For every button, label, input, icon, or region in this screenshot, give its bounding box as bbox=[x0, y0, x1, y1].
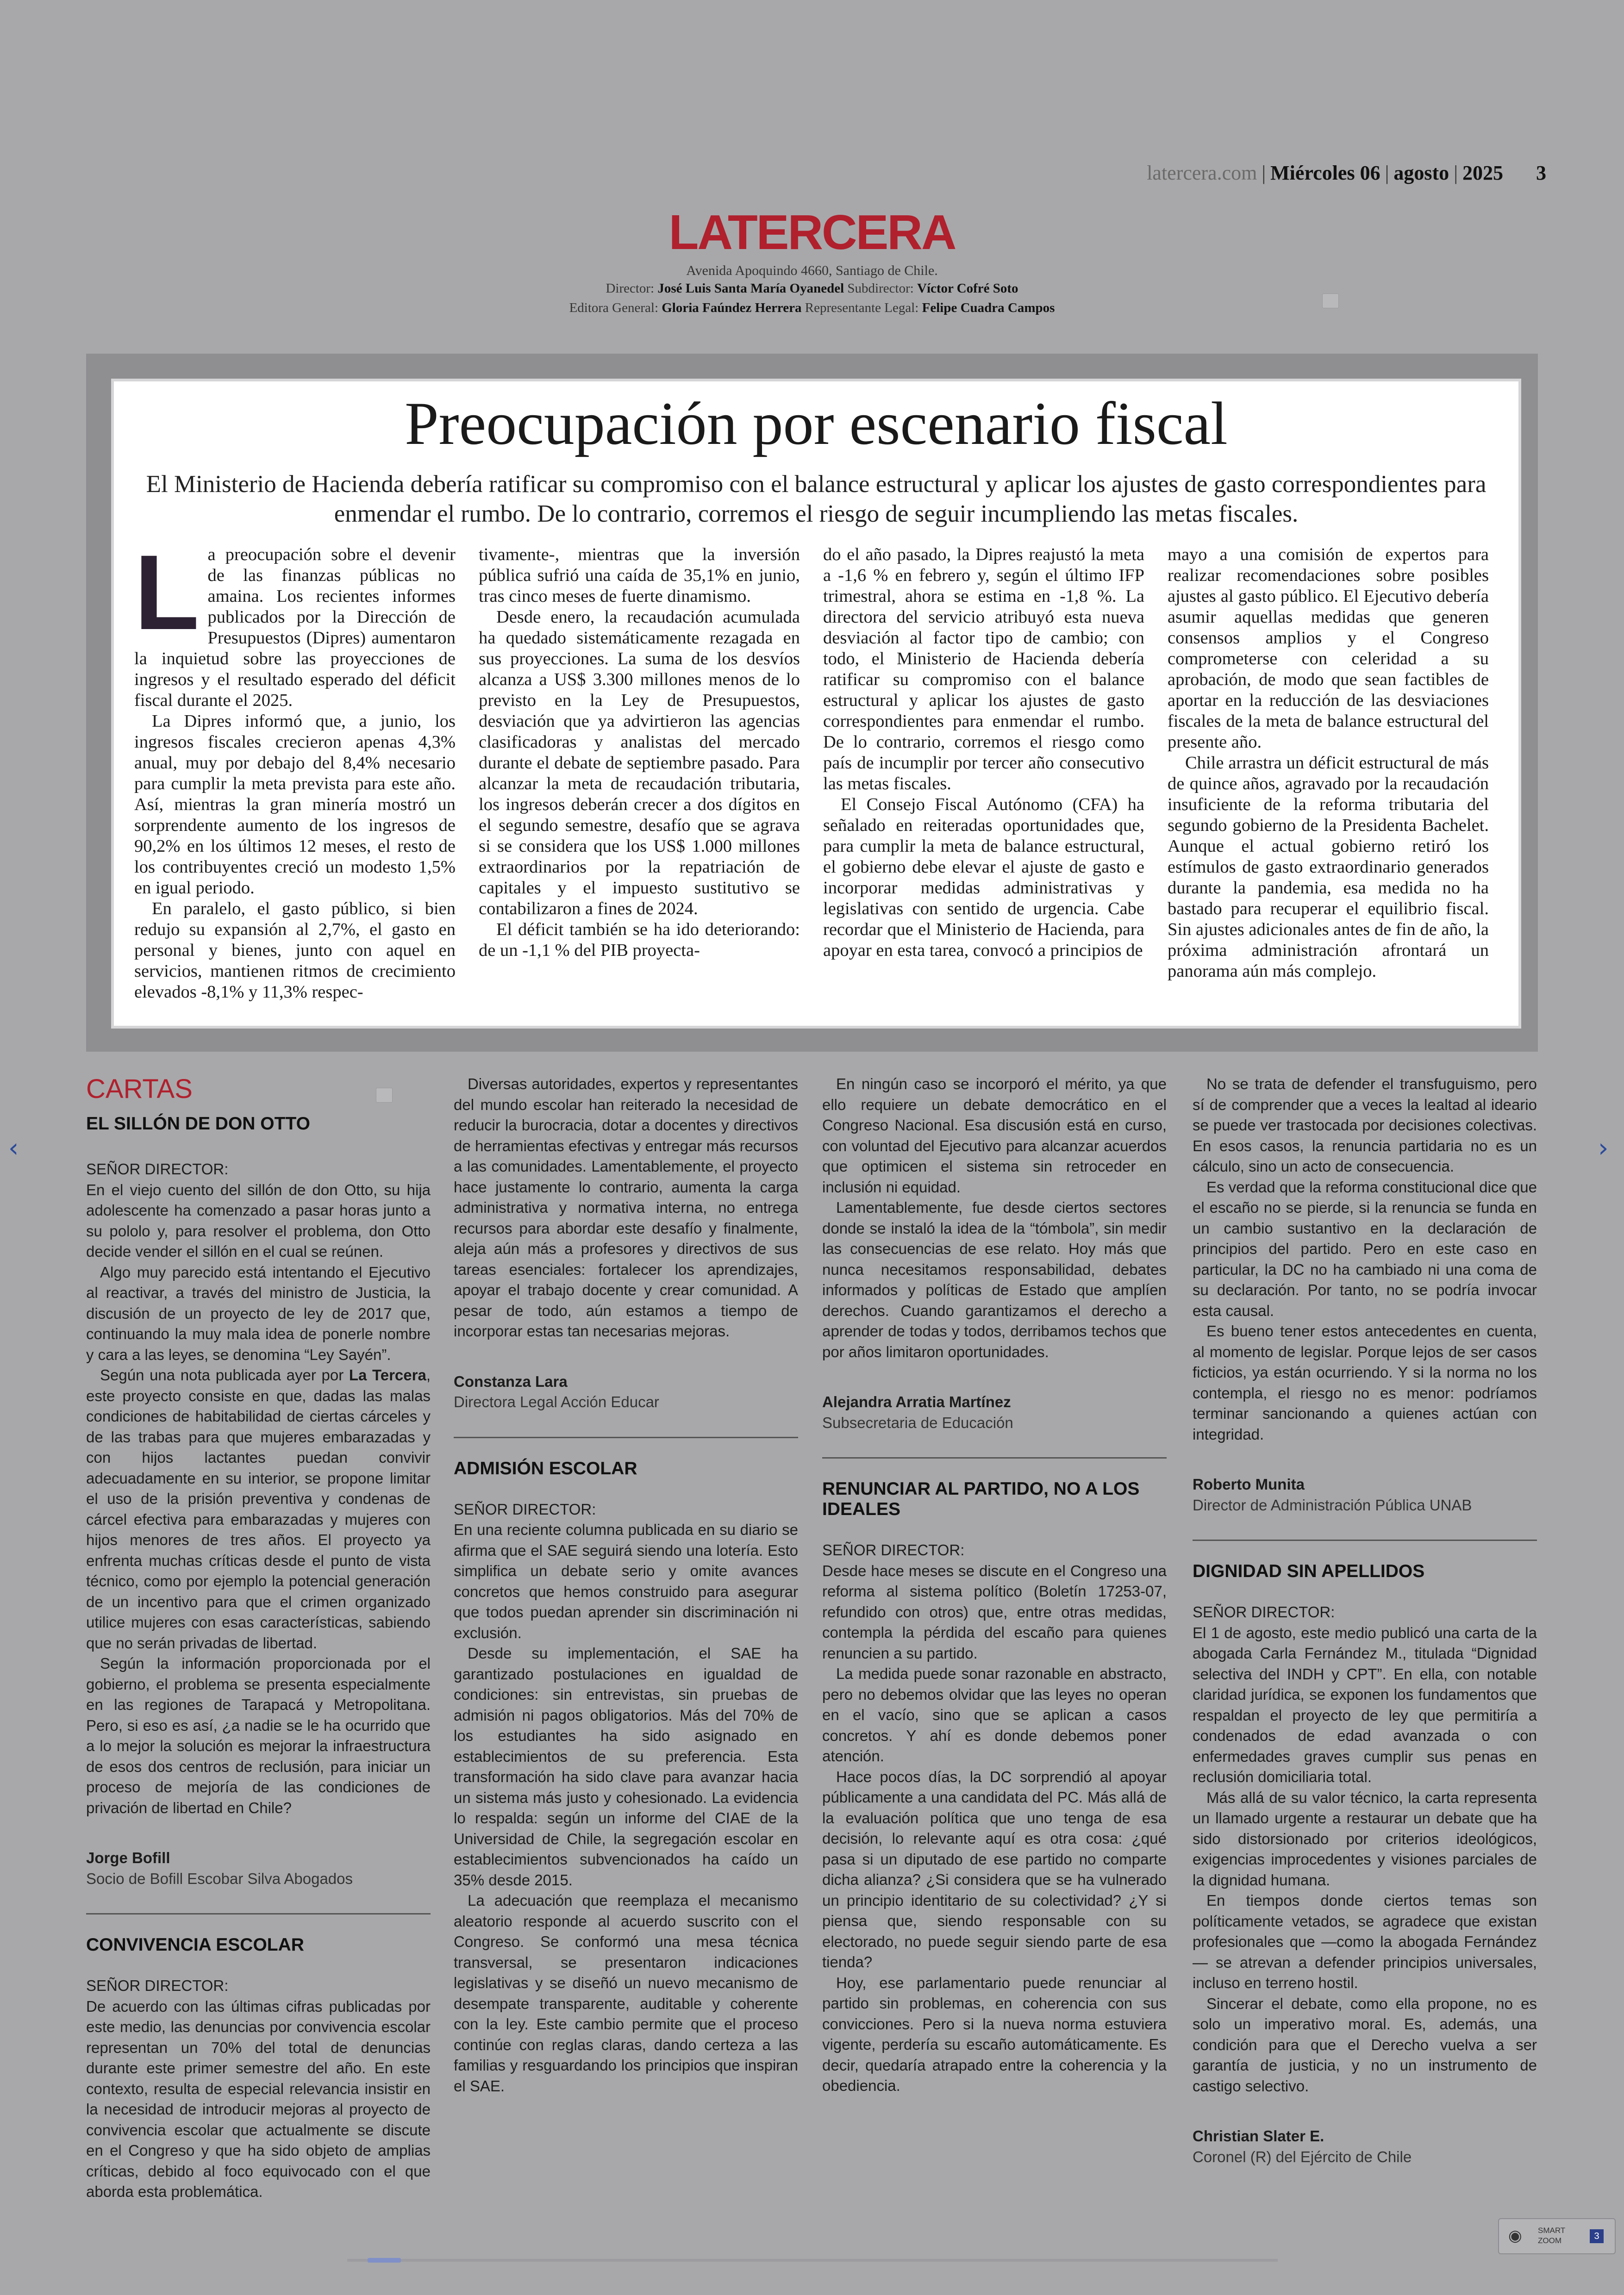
dropcap: L bbox=[134, 533, 200, 652]
letters-hotspot-icon[interactable] bbox=[376, 1088, 393, 1103]
letter-title: EL SILLÓN DE DON OTTO bbox=[86, 1114, 310, 1134]
letter-paragraph: Es bueno tener estos antecedentes en cuenta, al momento de legislar. Porque lejos de ser casos ficticios, ya están ocurriendo. Y si la norma no los contempla, el riesgo no es menor: podríamos terminar sancionando a quienes actúan con integridad. bbox=[1193, 1322, 1537, 1443]
editorial-paragraph: Desde enero, la recaudación acumulada ha quedado sistemáticamente rezagada en sus proyecciones. La suma de los desvíos alcanza a US$ 3.300 millones menos de lo previsto en la Ley de Presupuestos, desviación que ya advirtieron las agencias clasificadoras y analistas del mercado durante el debate de septiembre pasado. Para alcanzar la meta de recaudación tributaria, los ingresos deberán crecer a dos dígitos en el segundo semestre, desafío que se agrava si se considera que los US$ 1.000 millones extraordinarios por la repatriación de capitales y el impuesto sustitutivo se contabilizaron a fines de 2024. bbox=[479, 607, 800, 918]
letter-title: DIGNIDAD SIN APELLIDOS bbox=[1193, 1561, 1425, 1581]
dateline: latercera.com | Miércoles 06 | agosto | 2025 3 bbox=[1147, 162, 1546, 184]
letter-paragraph: Hoy, ese parlamentario puede renunciar al partido sin problemas, en coherencia con sus convicciones. Pero si la nueva norma estuviera vigente, perdería su escaño automáticamente. Es decir, quedaría atrapado entre la coherencia y la obediencia. bbox=[822, 1974, 1167, 2094]
smart-zoom-label bbox=[1538, 2226, 1565, 2246]
letter-paragraph: Más allá de su valor técnico, la carta representa un llamado urgente a restaurar un debate que ha sido distorsionado por criterios ideológicos, exigencias improcedentes y visiones parciales de la dignidad humana. bbox=[1193, 1789, 1537, 1889]
cartas-column-3 bbox=[822, 1074, 1167, 2139]
letter-role: Subsecretaria de Educación bbox=[822, 1414, 1013, 1431]
salutation: SEÑOR DIRECTOR: bbox=[454, 1500, 596, 1518]
letter-paragraph: Hace pocos días, la DC sorprendió al apoyar públicamente a una candidata del PC. Más allá de la evaluación política que uno tenga de esa decisión, lo relevante aquí es otra cosa: ¿qué pasa si un diputado de ese partido no comparte dicha alianza? ¿Si considera que se ha vulnerado un principio identitario de su colectividad? ¿Y si piensa que, siendo responsable con su electorado, no puede seguir siendo parte de esa tienda? bbox=[822, 1768, 1167, 1971]
cartas-column-1 bbox=[86, 1074, 431, 2200]
subdirector-name: Víctor Cofré Soto bbox=[917, 281, 1018, 296]
editorial-title: Preocupación por escenario fiscal bbox=[405, 389, 1228, 457]
salutation: SEÑOR DIRECTOR: bbox=[1193, 1603, 1335, 1621]
smart-zoom-button[interactable] bbox=[1498, 2218, 1616, 2254]
letter-paragraph: Desde su implementación, el SAE ha garantizado postulaciones en igualdad de condiciones: sin entrevistas, sin pruebas de admisión ni pagos obligatorios. Más del 70% de los estudiantes ha sido asignado en establecimientos de su preferencia. Esta transformación ha sido clave para avanzar hacia un sistema más justo y cohesionado. La evidencia lo respalda: según un informe del CIAE de la Universidad de Chile, la segregación escolar en establecimientos subvencionados ha caído un 35% desde 2015. bbox=[454, 1645, 798, 1889]
masthead-staff-line-2 bbox=[463, 298, 1161, 318]
masthead-staff-line-1 bbox=[463, 279, 1161, 298]
editorial-paragraph: a preocupación sobre el devenir de las finanzas públicas no amaina. Los recientes informes publicados por la Dirección de Presupuestos (Dipres) aumentaron la inquietud sobre las proyecciones de ingresos y el resultado esperado del déficit fiscal durante el 2025. bbox=[134, 545, 456, 710]
editorial-paragraph: mayo a una comisión de expertos para realizar recomendaciones sobre posibles ajustes al gasto público. El Ejecutivo debería asumir aquellas medidas que generen consensos amplios y el Congreso comprometerse con celeridad a su aprobación, de modo que sean factibles de aportar en la reducción de las desviaciones fiscales de la meta de balance estructural del presente año. bbox=[1168, 545, 1489, 752]
letter-paragraph: Según la información proporcionada por el gobierno, el problema se presenta especialmente en las regiones de Tarapacá y Metropolitana. Pero, si eso es así, ¿a nadie se le ha ocurrido que a lo mejor la solución es mejorar la infraestructura de esos dos centros de reclusión, para iniciar un proceso de mejoría de las condiciones de privación de libertad en Chile? bbox=[86, 1655, 431, 1816]
date-day: Miércoles 06 bbox=[1270, 162, 1380, 184]
letter-divider bbox=[822, 1457, 1167, 1459]
editorial-paragraph: tivamente-, mientras que la inversión pública sufrió una caída de 35,1% en junio, tras cinco meses de fuerte dinamismo. bbox=[479, 545, 800, 606]
letter-role: Directora Legal Acción Educar bbox=[454, 1393, 659, 1410]
editor-label: Editora General: bbox=[569, 300, 658, 315]
editorial-paragraph: Chile arrastra un déficit estructural de más de quince años, agravado por la recaudación insuficiente de la reforma tributaria del segundo gobierno de la Presidenta Bachelet. Aunque el actual gobierno retiró los estímulos de gasto extraordinario generados durante la pandemia, esa medida no ha bastado para recuperar el equilibrio fiscal. Sin ajustes adicionales antes de fin de año, la próxima administración afrontará un panorama aún más complejo. bbox=[1168, 753, 1489, 981]
letter-author: Roberto Munita bbox=[1193, 1476, 1305, 1493]
salutation: SEÑOR DIRECTOR: bbox=[86, 1160, 229, 1178]
subdirector-label: Subdirector: bbox=[847, 281, 914, 296]
masthead-address: Avenida Apoquindo 4660, Santiago de Chile. bbox=[686, 263, 938, 278]
letter-role: Director de Administración Pública UNAB bbox=[1193, 1496, 1472, 1514]
editorial-paragraph: En paralelo, el gasto público, si bien redujo su expansión al 2,7%, el gasto en personal y bienes, junto con aquel en servicios, mantienen ritmos de crecimiento elevados -8,1% y 11,3% respec- bbox=[134, 899, 456, 1002]
editorial-column-1 bbox=[134, 533, 456, 1017]
newspaper-logo: LATERCERA bbox=[668, 205, 956, 260]
salutation: SEÑOR DIRECTOR: bbox=[822, 1541, 965, 1559]
letter-author: Christian Slater E. bbox=[1193, 2127, 1324, 2145]
salutation: SEÑOR DIRECTOR: bbox=[86, 1977, 229, 1994]
page-progress-thumb[interactable] bbox=[368, 2258, 401, 2263]
smart-zoom-count-badge: 3 bbox=[1590, 2229, 1604, 2243]
chevron-left-icon[interactable]: ‹ bbox=[8, 1133, 19, 1163]
letter-paragraph: Desde hace meses se discute en el Congreso una reforma al sistema político (Boletín 17253-07, refundido con otros) que, entre otras medidas, contempla la pérdida del escaño para quienes renuncien a su partido. bbox=[822, 1562, 1167, 1662]
editor-name: Gloria Faúndez Herrera bbox=[662, 300, 802, 315]
letter-paragraph: Según una nota publicada ayer por La Tercera, este proyecto consiste en que, dadas las malas condiciones de habitabilidad de ciertas cárceles y de las trabas para que mujeres embarazadas y con hijos lactantes puedan convivir adecuadamente en su interior, se propone limitar el uso de la prisión preventiva y condenas de cárcel efectiva para embarazadas y mujeres con hijos menores de tres años. El proyecto ya enfrenta muchas críticas desde el punto de vista técnico, como por ejemplo la potencial generación de un incentivo para que el crimen organizado utilice mujeres con esas características, sabiendo que no serán privadas de libertad. bbox=[86, 1366, 431, 1652]
director-name: José Luis Santa María Oyanedel bbox=[657, 281, 844, 296]
editorial-column-3 bbox=[823, 544, 1144, 1017]
editorial-paragraph: El déficit también se ha ido deteriorando: de un -1,1 % del PIB proyecta- bbox=[479, 920, 800, 960]
letter-paragraph: En ningún caso se incorporó el mérito, ya que ello requiere un debate democrático en el Congreso Nacional. Esa discusión está en curso, con voluntad del Ejecutivo para alcanzar acuerdos que optimicen el sistema sin retroceder en inclusión ni equidad. bbox=[822, 1075, 1167, 1196]
smart-zoom-label-2: ZOOM bbox=[1538, 2236, 1562, 2245]
letter-paragraph: En tiempos donde ciertos temas son políticamente vetados, se agradece que existan profesionales que —como la abogada Fernández— se atrevan a defender principios universales, incluso en terreno hostil. bbox=[1193, 1892, 1537, 1991]
editorial-paragraph: El Consejo Fiscal Autónomo (CFA) ha señalado en reiteradas oportunidades que, para cumplir la meta de balance estructural, el gobierno debe elevar el ajuste de gasto e incorporar medidas administrativas y legislativas con sentido de urgencia. Cabe recordar que el Ministerio de Hacienda, para apoyar en esta tarea, convocó a principios de bbox=[823, 795, 1144, 960]
letter-title: ADMISIÓN ESCOLAR bbox=[454, 1458, 637, 1478]
legal-label: Representante Legal: bbox=[805, 300, 919, 315]
cartas-column-4 bbox=[1193, 1074, 1537, 2165]
chevron-right-icon[interactable]: › bbox=[1598, 1133, 1609, 1163]
letter-title: RENUNCIAR AL PARTIDO, NO A LOS IDEALES bbox=[822, 1479, 1140, 1519]
letter-paragraph: Diversas autoridades, expertos y representantes del mundo escolar han reiterado la necesidad de reducir la burocracia, dotar a docentes y directivos de herramientas efectivas y entregar más recursos a las comunidades. Lamentablemente, el proyecto hace justamente lo contrario, aumenta la carga administrativa y normativa interna, no entrega recursos para abordar este desafío y finalmente, aleja aún más a profesores y directivos de sus tareas esenciales: fortalecer los aprendizajes, apoyar el trabajo docente y crear comunidad. A pesar de todo, aún estamos a tiempo de incorporar estas tan necesarias mejoras. bbox=[454, 1075, 798, 1340]
editorial-deck: El Ministerio de Hacienda debería ratificar su compromiso con el balance estructural y aplicar los ajustes de gasto correspondientes para enmendar el rumbo. De lo contrario, corremos el riesgo de seguir incumpliendo las metas fiscales. bbox=[146, 471, 1487, 527]
letter-divider bbox=[454, 1437, 798, 1438]
page-number: 3 bbox=[1536, 162, 1546, 184]
page-progress-track[interactable] bbox=[347, 2259, 1278, 2262]
letter-divider bbox=[1193, 1540, 1537, 1541]
editorial-paragraph: La Dipres informó que, a junio, los ingresos fiscales crecieron apenas 4,3% anual, muy por debajo del 8,4% necesario para cumplir la meta prevista para este año. Así, mientras la gran minería mostró un sorprendente aumento de los ingresos de 90,2% en los últimos 12 meses, el resto de los contribuyentes creció un modesto 1,5% en igual periodo. bbox=[134, 711, 456, 898]
letter-divider bbox=[86, 1913, 431, 1915]
letter-paragraph: De acuerdo con las últimas cifras publicadas por este medio, las denuncias por convivencia escolar representan un 70% del total de denuncias durante este primer semestre del año. En este contexto, resulta de especial relevancia insistir en la necesidad de introducir mejoras al proyecto de convivencia escolar que actualmente se discute en el Congreso y que ha sido objeto de amplias críticas, debido al foco equivocado con el que aborda esta problemática. bbox=[86, 1997, 431, 2200]
letter-paragraph: La medida puede sonar razonable en abstracto, pero no debemos olvidar que las leyes no operan en el vacío, sino que se aplican a casos concretos. Y ahí es donde debemos poner atención. bbox=[822, 1665, 1167, 1765]
editorial-column-2 bbox=[479, 544, 800, 1017]
editorial-paragraph: do el año pasado, la Dipres reajustó la meta a -1,6 % en febrero y, según el último IFP trimestral, ahora se estima en -1,8 %. La directora del servicio atribuyó esta nueva desviación al factor tipo de cambio; con todo, el Ministerio de Hacienda debería ratificar su compromiso con el balance estructural y aplicar los ajustes de gasto correspondientes para enmendar el rumbo. De lo contrario, corremos el riesgo como país de incumplir por tercer año consecutivo las metas fiscales. bbox=[823, 545, 1144, 793]
smart-zoom-label-1: SMART bbox=[1538, 2226, 1566, 2235]
letter-author: Jorge Bofill bbox=[86, 1849, 170, 1866]
letter-paragraph: La adecuación que reemplaza el mecanismo aleatorio responde al acuerdo suscrito con el Congreso. Se conformó una mesa técnica transversal, se presentaron indicaciones legislativas y se diseñó un nuevo mecanismo de desempate transparente, auditable y coherente con la ley. Este cambio permite que el proceso continúe con reglas claras, dando certeza a las familias y resguardando los principios que inspiran el SAE. bbox=[454, 1892, 798, 2095]
letter-author: Alejandra Arratia Martínez bbox=[822, 1393, 1011, 1410]
letter-title: CONVIVENCIA ESCOLAR bbox=[86, 1935, 304, 1955]
letter-paragraph: Sincerar el debate, como ella propone, no es solo un imperativo moral. Es, además, una condición para que el Derecho vuelva a ser garantía de justicia, y no un instrumento de castigo selectivo. bbox=[1193, 1995, 1537, 2095]
date-month: agosto bbox=[1393, 162, 1449, 184]
cartas-column-2 bbox=[454, 1074, 798, 2139]
date-year: 2025 bbox=[1462, 162, 1503, 184]
letter-paragraph: No se trata de defender el transfuguismo, pero sí de comprender que a veces la lealtad al ideario se puede ver trastocada por decisiones colectivas. En esos casos, la renuncia partidaria no es un cálculo, sino un acto de consecuencia. bbox=[1193, 1075, 1537, 1175]
masthead bbox=[463, 205, 1161, 318]
letter-paragraph: En el viejo cuento del sillón de don Otto, su hija adolescente ha comenzado a pasar horas junto a su pololo y, para resolver el problema, don Otto decide vender el sillón en el cual se reúnen. bbox=[86, 1181, 431, 1260]
letter-paragraph: Es verdad que la reforma constitucional dice que el escaño no se pierde, si la renuncia se funda en un cambio sustantivo en la declaración de principios del partido. Pero en este caso en particular, la DC no ha cambiado ni una coma de su declaración. Por tanto, no se podría invocar esta causal. bbox=[1193, 1178, 1537, 1319]
letter-paragraph: Lamentablemente, fue desde ciertos sectores donde se instaló la idea de la “tómbola”, sin medir las consecuencias de ese relato. Hoy más que nunca necesitamos responsabilidad, debates informados y políticas de Estado que amplíen derechos. Cuando garantizamos el derecho a aprender de todas y todos, derribamos techos que por años limitaron oportunidades. bbox=[822, 1199, 1167, 1360]
editorial-column-4 bbox=[1168, 544, 1489, 1017]
legal-name: Felipe Cuadra Campos bbox=[922, 300, 1055, 315]
letter-paragraph: En una reciente columna publicada en su diario se afirma que el SAE seguirá siendo una lotería. Esto simplifica un debate serio y omite avances concretos que hemos construido para asegurar que todos puedan aprender sin discriminación ni exclusión. bbox=[454, 1521, 798, 1641]
site-name: latercera.com bbox=[1147, 162, 1257, 184]
letter-role: Coronel (R) del Ejército de Chile bbox=[1193, 2148, 1412, 2165]
article-hotspot-icon[interactable] bbox=[1322, 293, 1339, 308]
letter-author: Constanza Lara bbox=[454, 1372, 568, 1390]
director-label: Director: bbox=[606, 281, 655, 296]
cartas-section-title: CARTAS bbox=[86, 1074, 193, 1104]
eye-icon: ◉ bbox=[1508, 2227, 1522, 2245]
letter-role: Socio de Bofill Escobar Silva Abogados bbox=[86, 1870, 353, 1887]
letter-paragraph: El 1 de agosto, este medio publicó una carta de la abogada Carla Fernández M., titulada “Dignidad selectiva del INDH y CPT”. En ella, con notable claridad jurídica, se exponen los fundamentos que respaldan el proyecto de ley que permitiría a condenados de edad avanzada o con enfermedades graves cumplir sus penas en reclusión domiciliaria total. bbox=[1193, 1624, 1537, 1785]
letter-paragraph: Algo muy parecido está intentando el Ejecutivo al reactivar, a través del ministro de Justicia, la discusión de un proyecto de ley de 2017 que, continuando la muy mala idea de ponerle nombre y cara a las leyes, se denomina “Ley Sayén”. bbox=[86, 1263, 431, 1363]
